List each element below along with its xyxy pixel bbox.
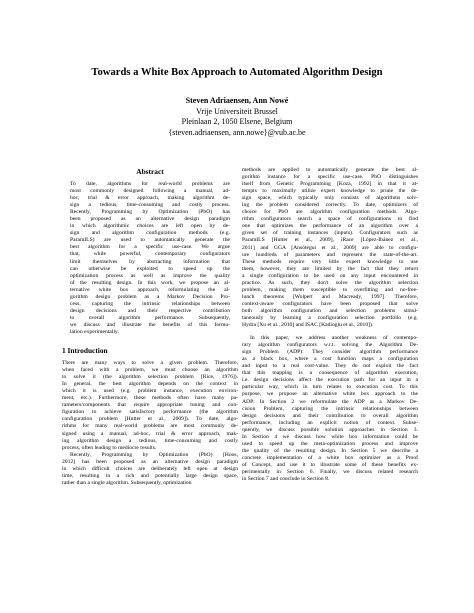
text-line: rameters/components that require appropriate tuning and con- — [62, 402, 238, 409]
text-line: Hydra [Xu et al., 2010] and ISAC [Kadioglu et al., 2010]). — [242, 322, 374, 329]
text-line: purpose, we propose an alternative white box approach to the — [242, 391, 418, 398]
text-line: which it is used (e.g. problem instance, execution environ- — [62, 388, 238, 395]
text-line: and input to a real cost-value. They do not exploit the fact — [242, 363, 418, 370]
text-line: gorithm instance for a specific use-case. PbO distinguishes — [242, 174, 418, 181]
text-line: itself from Genetic Programming [Koza, 1992] in that it at- — [242, 181, 418, 188]
introduction-paragraph-2 — [62, 452, 238, 487]
text-line: in which algorithmic choices are left open by de- — [70, 223, 230, 230]
text-line: ment, etc.). Furthermore, these methods often have many pa- — [62, 395, 238, 402]
text-line: a single configuration to be used on any input encountered in — [242, 272, 418, 279]
author-affiliation: Vrije Universiteit Brussel — [196, 106, 278, 116]
abstract-body — [70, 181, 230, 336]
author-email: {steven.adriaensen, ann.nowe}@vub.ac.be — [168, 127, 306, 137]
text-line: rather than a single algorithm. Subsequently, optimization — [62, 479, 192, 486]
text-line: limit themselves by abstracting information that — [70, 258, 230, 265]
text-line: best algorithm for a specific use-case. We argue — [70, 244, 230, 251]
text-line: quently, we discuss possible solution approaches in Section 3. — [242, 426, 418, 433]
text-line: choice for PbO are algorithm configuration methods. Algo- — [242, 209, 418, 216]
text-line: There are many ways to solve a given problem. Therefore, — [62, 360, 238, 367]
abstract-heading: Abstract — [136, 167, 164, 176]
text-line: i.e. design decisions affect the execution path for an input in a — [242, 377, 418, 384]
text-line: design decisions and their respective contribution — [70, 307, 230, 314]
text-line: rithms for many real-world problems are most commonly de- — [62, 423, 238, 430]
text-line: as a black box, where a cost function maps a configuration — [242, 356, 418, 363]
text-line: In Section 4 we discuss how white box information could be — [242, 433, 418, 440]
author-names: Steven Adriaensen, Ann Nowé — [185, 96, 289, 105]
text-line: configuration problem [Hutter et al., 2009]). To date, algo- — [62, 416, 238, 423]
text-line: time, resulting in a rich and potentially large design space, — [62, 472, 238, 479]
text-line: been proposed as an alternative design paradigm — [70, 216, 230, 223]
text-line: optimization process as well as improve the quality — [70, 272, 230, 279]
text-line: given set of training instances (inputs). Configurators such as — [242, 230, 418, 237]
text-line: perimentally in Section 6. Finally, we discuss related research — [242, 468, 418, 475]
text-line: of the resulting design. In this work, we propose an al- — [70, 279, 230, 286]
text-line: 2011] and GGA [Ansótegui et al., 2009] are able to configu- — [242, 244, 418, 251]
text-line: to overall algorithm performance. Subsequently, — [70, 314, 230, 321]
text-line: the quality of the resulting design. In Section 5 we describe a — [242, 447, 418, 454]
text-line: to solve it (the algorithm selection problem [Rice, 1976]). — [62, 374, 238, 381]
text-line: These methods require very little expert knowledge to use — [242, 258, 418, 265]
text-line: them, however, they are limited by the fact that they return — [242, 265, 418, 272]
right-paragraph-1 — [242, 167, 418, 329]
text-line: cision Problem, capturing the intrinsic relationships between — [242, 405, 418, 412]
text-line: that this mapping is a consequence of algorithm execution, — [242, 370, 418, 377]
introduction-paragraph-1 — [62, 360, 238, 452]
text-line: most commonly designed following a manual, ad- — [70, 188, 230, 195]
author-address: Pleinlaan 2, 1050 Elsene, Belgium — [181, 117, 293, 126]
text-line: ternative white box approach, reformulating the al- — [70, 286, 230, 293]
paper-title: Towards a White Box Approach to Automated Algorithm Design — [91, 67, 383, 78]
text-line: particular way, which in turn relates to execution cost. To this — [242, 384, 418, 391]
text-line: can otherwise be exploited to speed up the — [70, 265, 230, 272]
introduction-heading: 1 Introduction — [62, 346, 108, 356]
text-line: 2012] has been proposed as an alternative design paradigm — [62, 458, 238, 465]
text-line: Recently, Programming by Optimization (PbO) [Hoos, — [70, 451, 238, 458]
text-line: we discuss and illustrate the benefits of this formu- — [70, 321, 230, 328]
text-line: tempts to maximally utilize expert knowledge to prune the de- — [242, 188, 418, 195]
text-line: in which difficult choices are deliberately left open at design — [62, 465, 238, 472]
text-line: ure hundreds of parameters and represent the state-of-the-art. — [242, 251, 418, 258]
text-line: lation experimentally. — [70, 328, 119, 335]
text-line: used to speed up the meta-optimization process and improve — [242, 440, 418, 447]
text-line: signed using a manual, ad-hoc, trial & error approach, mak- — [62, 430, 238, 437]
author-block — [0, 96, 474, 138]
text-line: To date, algorithms for real-world problems are — [70, 181, 230, 187]
text-line: methods are applied to automatically generate the best al- — [242, 167, 418, 173]
text-line: one that optimizes the performance of an algorithm over a — [242, 223, 418, 230]
text-line: design decisions and their contribution to overall algorithm — [242, 412, 418, 419]
text-line: hoc, trial & error approach, making algorithm de- — [70, 195, 230, 202]
text-line: ParamILS [Hutter et al., 2009], iRace [López-Ibánez et al., — [242, 237, 418, 244]
text-line: sign Problem (ADP): They consider algorithm performance — [242, 349, 418, 356]
text-line: ADP: In Section 2 we reformulate the ADP as a Markov De- — [242, 398, 418, 405]
left-column — [62, 167, 238, 487]
text-line: In this paper, we address another weakness of contempo- — [250, 335, 418, 342]
text-line: lunch theorems [Wolpert and Macready, 1997]. Therefore, — [242, 293, 418, 300]
text-line: that, while powerful, contemporary configurators — [70, 251, 230, 258]
text-line: practice. As such, they don't solve the algorithm selection — [242, 279, 418, 286]
text-line: taneously by learning a configuration selection portfolio (e.g. — [242, 314, 418, 321]
text-line: In general, the best algorithm depends on the context in — [62, 381, 238, 388]
text-line: both algorithm configuration and selection problems simul- — [242, 307, 418, 314]
text-line: sign a tedious, time-consuming and costly process. — [70, 202, 230, 209]
text-line: context-aware configurators have been proposed that solve — [242, 300, 418, 307]
text-line: Recently, Programming by Optimization (PbO) has — [70, 209, 230, 216]
text-line: cess, capturing the intrinsic relationships between — [70, 300, 230, 307]
text-line: ing algorithm design a tedious, time-consuming and costly — [62, 437, 238, 444]
text-line: rithm configurators search a space of configurations to find — [242, 216, 418, 223]
text-line: sign space, which typically only consists of algorithms solv- — [242, 195, 418, 202]
text-line: concrete implementation of a white box optimizer as a Proof — [242, 454, 418, 461]
text-line: ParamILS) are used to automatically generate the — [70, 237, 230, 244]
text-line: of Concept, and use it to illustrate some of these benefits ex- — [242, 461, 418, 468]
text-line: figuration to achieve satisfactory performance (the algorithm — [62, 409, 238, 416]
right-paragraph-2 — [242, 335, 418, 483]
text-line: gorithm design problem as a Markov Decision Pro- — [70, 293, 230, 300]
text-line: when faced with a problem, we must choose an algorithm — [62, 367, 238, 374]
text-line: performance, including an explicit notion of context. Subse- — [242, 419, 418, 426]
text-line: sign and algorithm configuration methods (e.g. — [70, 230, 230, 237]
text-line: process, often leading to mediocre results. — [62, 444, 157, 451]
text-line: rary algorithm configurators w.r.t. solving the Algorithm De- — [242, 342, 418, 349]
text-line: problem, making them susceptible to overfitting and no-free- — [242, 286, 418, 293]
right-column — [242, 167, 418, 483]
text-line: in Section 7 and conclude in Section 8. — [242, 476, 330, 483]
text-line: ing the problem considered correctly. To date, optimizers of — [242, 202, 418, 209]
